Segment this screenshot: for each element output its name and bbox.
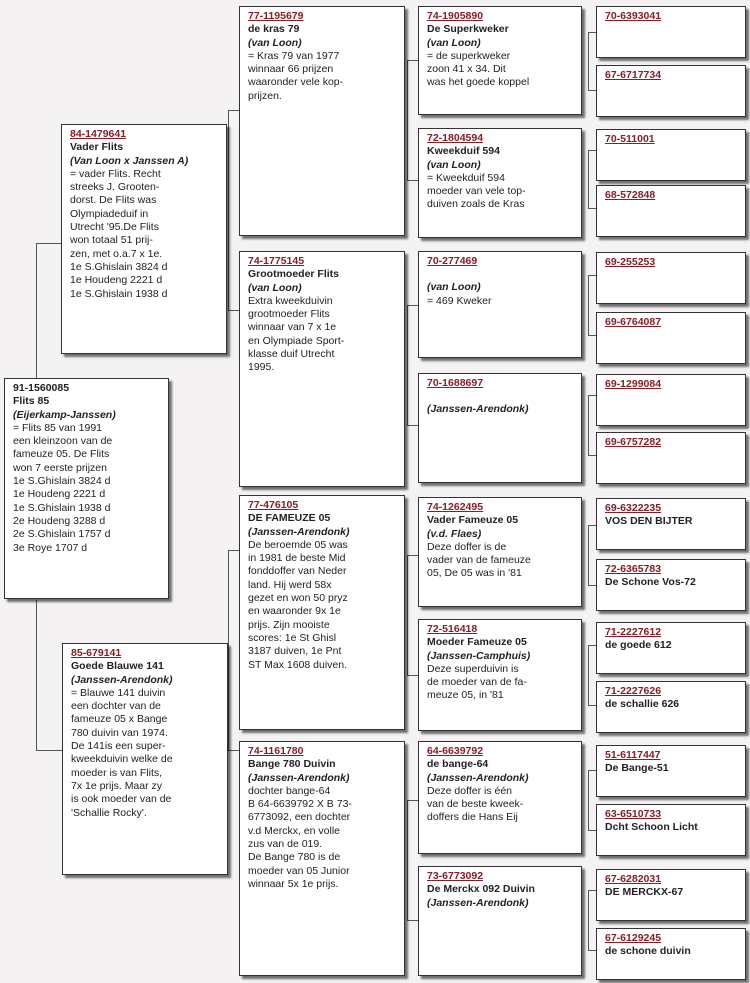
pigeon-name: de schallie 626 [605,698,680,711]
pedigree-great-grandparent-card [418,373,582,483]
pigeon-name: Bange 780 Duivin [248,758,336,771]
pedigree-grandparent-card [239,741,405,976]
connector-line [588,90,596,91]
connector-line [588,335,596,336]
pigeon-name: de goede 612 [605,639,672,652]
ring-number: 71-2227612 [605,626,662,638]
pedigree-ggg-card [596,928,746,980]
pigeon-description: De beroemde 05 was in 1981 de beste Mid fonddoffer van Neder land. Hij werd 58x gezet en won 50 pryz en waaronder 9x 1e prijs. Zijn mooiste scores: 1e St Ghisl 3187 duiven, 1e Pnt ST Max 1608 duiven. [248,538,348,671]
pigeon-name: Vader Flits [70,141,124,154]
connector-line [588,395,589,455]
pedigree-ggg-card [596,681,746,733]
pedigree-ggg-card [596,559,746,611]
pigeon-name [427,268,575,281]
breeder-name: (Eijerkamp-Janssen) [13,408,116,421]
connector-line [407,800,408,920]
pedigree-ggg-card [596,432,746,484]
pigeon-name: DE FAMEUZE 05 [248,512,331,525]
pigeon-name: Kweekduif 594 [427,145,500,158]
connector-line [407,800,418,801]
breeder-name: (Van Loon x Janssen A) [70,154,189,167]
ring-number: 84-1479641 [70,128,127,140]
ring-number: 69-1299084 [605,378,662,390]
pedigree-grandparent-card [239,251,405,487]
pigeon-description: = Flits 85 van 1991 een kleinzoon van de fameuze 05. De Flits won 7 eerste prijzen 1e S.Ghislain 3824 d 1e Houdeng 2221 d 1e S.Ghislain 1938 d 2e Houdeng 3288 d 2e S.Ghislain 1757 d 3e Roye 1707 d [13,421,113,554]
pedigree-ggg-card [596,65,746,117]
connector-line [588,890,589,950]
ring-number: 72-516418 [427,623,478,635]
connector-line [588,770,596,771]
connector-line [588,705,596,706]
breeder-name: (v.d. Flaes) [427,527,482,540]
breeder-name: (van Loon) [248,36,302,49]
pigeon-name: VOS DEN BIJTER [605,515,693,528]
ring-number: 70-511001 [605,133,655,145]
ring-number: 69-6764087 [605,316,662,328]
breeder-name: (van Loon) [427,36,481,49]
connector-line [588,645,589,705]
breeder-name: (van Loon) [248,281,302,294]
breeder-name: (van Loon) [427,158,481,171]
pedigree-great-grandparent-card [418,128,582,238]
pigeon-name: De Superkweker [427,23,509,36]
pedigree-sire-card [61,124,227,354]
connector-line [36,750,62,751]
pigeon-name: de schone duivin [605,945,691,958]
connector-line [407,60,408,180]
connector-line [588,32,596,33]
connector-line [588,585,596,586]
pigeon-description: = 469 Kweker [427,294,492,307]
connector-line [228,110,239,111]
connector-line [588,645,596,646]
connector-line [228,110,229,310]
pedigree-dam-card [62,643,228,875]
ring-number: 51-6117447 [605,749,661,761]
pedigree-ggg-card [596,804,746,856]
pedigree-great-grandparent-card [418,6,582,115]
pigeon-description: = Kras 79 van 1977 winnaar 66 prijzen waaronder vele kop- prijzen. [248,49,344,102]
connector-line [228,750,239,751]
connector-line [228,550,239,551]
pigeon-description: = Blauwe 141 duivin een dochter van de fameuze 05 x Bange 780 duivin van 1974. De 141is een super- kweekduivin welke de moeder is van Flits, 7x 1e prijs. Maar zy is ook moeder van de 'Schallie Rocky'. [71,686,173,819]
connector-line [407,60,418,61]
ring-number: 74-1161780 [248,745,304,757]
ring-number: 72-1804594 [427,132,484,144]
connector-line [588,830,596,831]
breeder-name: (Janssen-Arendonk) [427,771,529,784]
pigeon-description: = de superkweker zoon 41 x 34. Dit was het goede koppel [427,49,530,89]
ring-number: 63-6510733 [605,808,662,820]
pigeon-name: Moeder Fameuze 05 [427,636,527,649]
pigeon-description: Deze superduivin is de moeder van de fa- meuze 05, in '81 [427,662,527,702]
connector-line [228,550,229,750]
pedigree-ggg-card [596,374,746,426]
ring-number: 68-572848 [605,189,656,201]
breeder-name: (Janssen-Arendonk) [248,525,350,538]
ring-number: 72-6365783 [605,563,662,575]
connector-line [588,950,596,951]
connector-line [588,150,589,208]
connector-line [36,600,37,750]
breeder-name: (van Loon) [427,281,481,294]
breeder-name: (Janssen-Arendonk) [427,403,529,416]
pedigree-ggg-card [596,745,746,797]
pedigree-ggg-card [596,185,746,237]
connector-line [36,243,61,244]
pigeon-name: de bange-64 [427,758,489,771]
pigeon-name: De Merckx 092 Duivin [427,883,535,896]
pigeon-name: De Bange-51 [605,762,669,775]
pigeon-description: dochter bange-64 B 64-6639792 X B 73- 6773092, een dochter v.d Merckx, en volle zus van de 019. De Bange 780 is de moeder van 05 Junior winnaar 5x 1e prijs. [248,784,352,890]
ring-number: 69-255253 [605,256,656,268]
pedigree-ggg-card [596,622,746,674]
pigeon-description: = Kweekduif 594 moeder van vele top- duiven zoals de Kras [427,171,526,211]
breeder-name: (Janssen-Arendonk) [71,673,173,686]
breeder-name: (Janssen-Arendonk) [427,896,529,909]
ring-number: 77-476105 [248,499,299,511]
pedigree-great-grandparent-card [418,866,582,976]
pigeon-name: Dcht Schoon Licht [605,821,698,834]
connector-line [588,150,596,151]
ring-number: 69-6322235 [605,502,662,514]
pedigree-ggg-card [596,6,746,58]
pigeon-description: Deze doffer is de vader van de fameuze 05, De 05 was in '81 [427,540,531,580]
ring-number: 91-1560085 [13,382,70,394]
connector-line [588,525,596,526]
pedigree-grandparent-card [239,6,405,236]
pigeon-name: Vader Fameuze 05 [427,514,519,527]
breeder-name: (Janssen-Camphuis) [427,649,531,662]
pigeon-name: Flits 85 [13,395,50,408]
ring-number: 70-277469 [427,255,478,267]
connector-line [407,180,418,181]
pigeon-description: = vader Flits. Recht streeks J. Grooten- dorst. De Flits was Olympiadeduif in Utrecht '95.De Flits won totaal 51 prij- zen, met o.a.7 x 1e. 1e S.Ghislain 3824 d 1e Houdeng 2221 d 1e S.Ghislain 1938 d [70,167,168,300]
pigeon-description: Deze doffer is één van de beste kweek- doffers die Hans Eij [427,784,524,824]
connector-line [588,208,596,209]
ring-number: 85-679141 [71,647,122,659]
connector-line [407,425,418,426]
connector-line [228,310,239,311]
pedigree-ggg-card [596,498,746,550]
pigeon-name: de kras 79 [248,23,300,36]
connector-line [407,675,418,676]
pedigree-ggg-card [596,129,746,181]
pedigree-subject-card [4,378,169,599]
ring-number: 64-6639792 [427,745,484,757]
connector-line [588,275,596,276]
connector-line [588,455,596,456]
pigeon-name: Grootmoeder Flits [248,268,340,281]
pigeon-name: Goede Blauwe 141 [71,660,164,673]
ring-number: 74-1775145 [248,255,305,267]
ring-number: 74-1905890 [427,10,484,22]
pedigree-great-grandparent-card [418,741,582,854]
connector-line [588,275,589,335]
ring-number: 77-1195679 [248,10,304,22]
connector-line [407,555,408,675]
connector-line [588,890,596,891]
ring-number: 67-6129245 [605,932,662,944]
connector-line [588,525,589,585]
connector-line [588,770,589,830]
pedigree-ggg-card [596,252,746,304]
pigeon-name: DE MERCKX-67 [605,886,684,899]
ring-number: 67-6717734 [605,69,662,81]
connector-line [407,305,418,306]
pedigree-great-grandparent-card [418,251,582,358]
ring-number: 69-6757282 [605,436,662,448]
pedigree-grandparent-card [239,495,405,730]
breeder-name: (Janssen-Arendonk) [248,771,350,784]
pigeon-name [427,390,575,403]
ring-number: 73-6773092 [427,870,484,882]
pigeon-description: Extra kweekduivin grootmoeder Flits winnaar van 7 x 1e en Olympiade Sport- klasse duif Utrecht 1995. [248,294,345,374]
ring-number: 70-1688697 [427,377,484,389]
pedigree-great-grandparent-card [418,497,582,607]
ring-number: 67-6282031 [605,873,662,885]
connector-line [407,555,418,556]
ring-number: 70-6393041 [605,10,662,22]
connector-line [407,305,408,425]
connector-line [36,243,37,378]
pedigree-ggg-card [596,869,746,921]
connector-line [407,920,418,921]
pedigree-great-grandparent-card [418,619,582,731]
pigeon-name: De Schone Vos-72 [605,576,696,589]
ring-number: 71-2227626 [605,685,662,697]
connector-line [588,32,589,90]
connector-line [588,395,596,396]
ring-number: 74-1262495 [427,501,484,513]
pedigree-ggg-card [596,312,746,364]
